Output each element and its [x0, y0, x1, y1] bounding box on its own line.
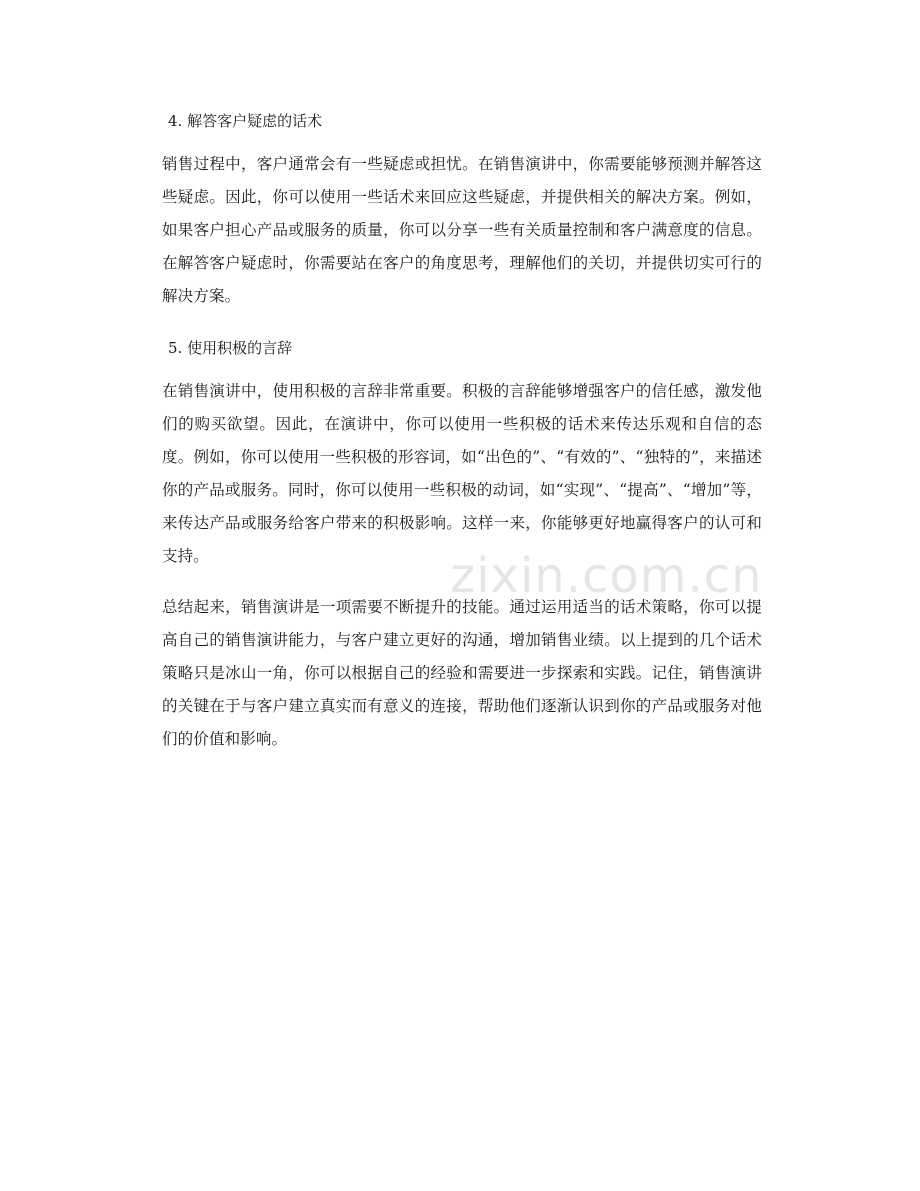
document-body [162, 104, 762, 774]
section-heading-5: 5. 使用积极的言辞 [168, 339, 293, 357]
section-heading-4: 4. 解答客户疑虑的话术 [168, 112, 323, 130]
section-paragraph-4: 销售过程中，客户通常会有一些疑虑或担忧。在销售演讲中，你需要能够预测并解答这些疑虑。因此，你可以使用一些话术来回应这些疑虑，并提供相关的解决方案。例如，如果客户担心产品或服务的质量，你可以分享一些有关质量控制和客户满意度的信息。在解答客户疑虑时，你需要站在客户的角度思考，理解他们的关切，并提供切实可行的解决方案。 [162, 155, 762, 305]
conclusion-paragraph: 总结起来，销售演讲是一项需要不断提升的技能。通过运用适当的话术策略，你可以提高自己的销售演讲能力，与客户建立更好的沟通，增加销售业绩。以上提到的几个话术策略只是冰山一角，你可以根据自己的经验和需要进一步探索和实践。记住，销售演讲的关键在于与客户建立真实而有意义的连接，帮助他们逐渐认识到你的产品或服务对他们的价值和影响。 [162, 598, 762, 748]
section-paragraph-5: 在销售演讲中，使用积极的言辞非常重要。积极的言辞能够增强客户的信任感，激发他们的购买欲望。因此，在演讲中，你可以使用一些积极的话术来传达乐观和自信的态度。例如，你可以使用一些积极的形容词，如“出色的”、“有效的”、“独特的”，来描述你的产品或服务。同时，你可以使用一些积极的动词，如“实现”、“提高”、“增加”等，来传达产品或服务给客户带来的积极影响。这样一来，你能够更好地赢得客户的认可和支持。 [162, 382, 762, 565]
watermark: zixin.com.cn [450, 548, 763, 604]
